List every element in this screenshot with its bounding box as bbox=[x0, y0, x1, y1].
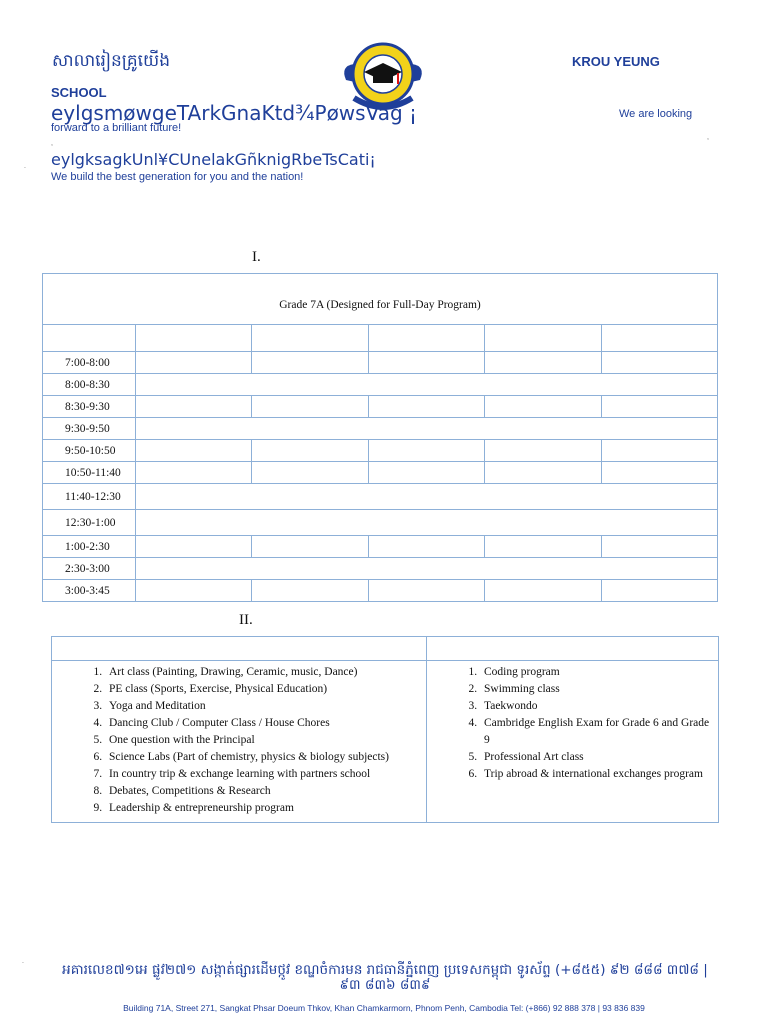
table-row bbox=[43, 510, 718, 536]
tiny-mark: , bbox=[51, 140, 53, 147]
time-cell: 2:30-3:00 bbox=[43, 558, 136, 580]
activities-right-cell bbox=[427, 661, 719, 823]
time-cell: 11:40-12:30 bbox=[43, 484, 136, 510]
khmer-school-name: សាលារៀនគ្រូយើង bbox=[52, 51, 171, 71]
list-item: 4. Cambridge English Exam for Grade 6 and Grade 9 bbox=[480, 715, 717, 749]
time-cell: 9:30-9:50 bbox=[43, 418, 136, 440]
list-item: 5. Professional Art class bbox=[480, 749, 717, 766]
table-row bbox=[43, 558, 718, 580]
table-row bbox=[43, 484, 718, 510]
tiny-mark: , bbox=[707, 134, 709, 141]
time-cell: 3:00-3:45 bbox=[43, 580, 136, 602]
list-item: 2. Swimming class bbox=[480, 681, 717, 698]
activities-table bbox=[51, 636, 719, 823]
tagline-2: We build the best generation for you and the nation! bbox=[51, 171, 304, 183]
list-item: 7. In country trip & exchange learning with partners school bbox=[105, 766, 425, 783]
list-item: 1. Coding program bbox=[480, 664, 717, 681]
time-cell: 8:00-8:30 bbox=[43, 374, 136, 396]
table-row bbox=[43, 462, 718, 484]
list-item: 8. Debates, Competitions & Research bbox=[105, 783, 425, 800]
tiny-mark: . bbox=[24, 163, 26, 170]
time-cell: 1:00-2:30 bbox=[43, 536, 136, 558]
brand-name: KROU YEUNG bbox=[572, 54, 660, 69]
list-item: 9. Leadership & entrepreneurship program bbox=[105, 800, 425, 817]
list-item: 6. Science Labs (Part of chemistry, physics & biology subjects) bbox=[105, 749, 425, 766]
list-item: 3. Taekwondo bbox=[480, 698, 717, 715]
table-row bbox=[43, 374, 718, 396]
table-row bbox=[43, 396, 718, 418]
activities-left-list bbox=[53, 664, 425, 817]
list-item: 1. Art class (Painting, Drawing, Ceramic, music, Dance) bbox=[105, 664, 425, 681]
list-item: 4. Dancing Club / Computer Class / House Chores bbox=[105, 715, 425, 732]
table-row bbox=[43, 325, 718, 352]
list-item: 2. PE class (Sports, Exercise, Physical Education) bbox=[105, 681, 425, 698]
section-1-heading: I. bbox=[252, 249, 261, 265]
school-label: SCHOOL bbox=[51, 85, 107, 100]
time-cell: 9:50-10:50 bbox=[43, 440, 136, 462]
timetable-title: Grade 7A (Designed for Full-Day Program) bbox=[43, 274, 718, 325]
table-row bbox=[43, 580, 718, 602]
activities-right-list bbox=[428, 664, 717, 783]
section-2-heading: II. bbox=[239, 612, 253, 628]
list-item: 5. One question with the Principal bbox=[105, 732, 425, 749]
table-row bbox=[43, 352, 718, 374]
list-item: 6. Trip abroad & international exchanges program bbox=[480, 766, 717, 783]
garbled-khmer-legacy-line-1: eylgsmøwgeTArkGnaKtd¾PøwsVag ¡ bbox=[51, 101, 418, 125]
activities-left-cell bbox=[52, 661, 427, 823]
tagline-1b: forward to a brilliant future! bbox=[51, 122, 182, 134]
footer-khmer-address: អគារលេខ៧១អេ ផ្លូវ២៧១ សង្កាត់ផ្សារដើមថ្កូវ ខណ្ឌចំការមន រាជធានីភ្នំពេញ ប្រទេសកម្ពុជា ទូរស័ព្ទ (+៨៥៥) ៩២ ៨៨៨ ៣៧៨ | ៩៣ ៨៣៦ ៨៣៩ bbox=[62, 962, 708, 993]
table-row bbox=[43, 536, 718, 558]
timetable bbox=[42, 273, 718, 602]
list-item: 3. Yoga and Meditation bbox=[105, 698, 425, 715]
time-cell: 10:50-11:40 bbox=[43, 462, 136, 484]
time-cell: 7:00-8:00 bbox=[43, 352, 136, 374]
table-row bbox=[43, 440, 718, 462]
time-cell: 8:30-9:30 bbox=[43, 396, 136, 418]
tagline-1a: We are looking bbox=[619, 108, 693, 120]
table-row bbox=[43, 418, 718, 440]
tiny-mark: . bbox=[22, 958, 24, 965]
footer-english-address: Building 71A, Street 271, Sangkat Phsar Doeum Thkov, Khan Chamkarmorn, Phnom Penh, Cambodia Tel: (+866) 92 888 378 | 93 836 839 bbox=[123, 1003, 645, 1013]
garbled-khmer-legacy-line-2: eylgksagkUnl¥CUnelakGñknigRbeTsCati¡ bbox=[51, 150, 376, 169]
time-cell: 12:30-1:00 bbox=[43, 510, 136, 536]
